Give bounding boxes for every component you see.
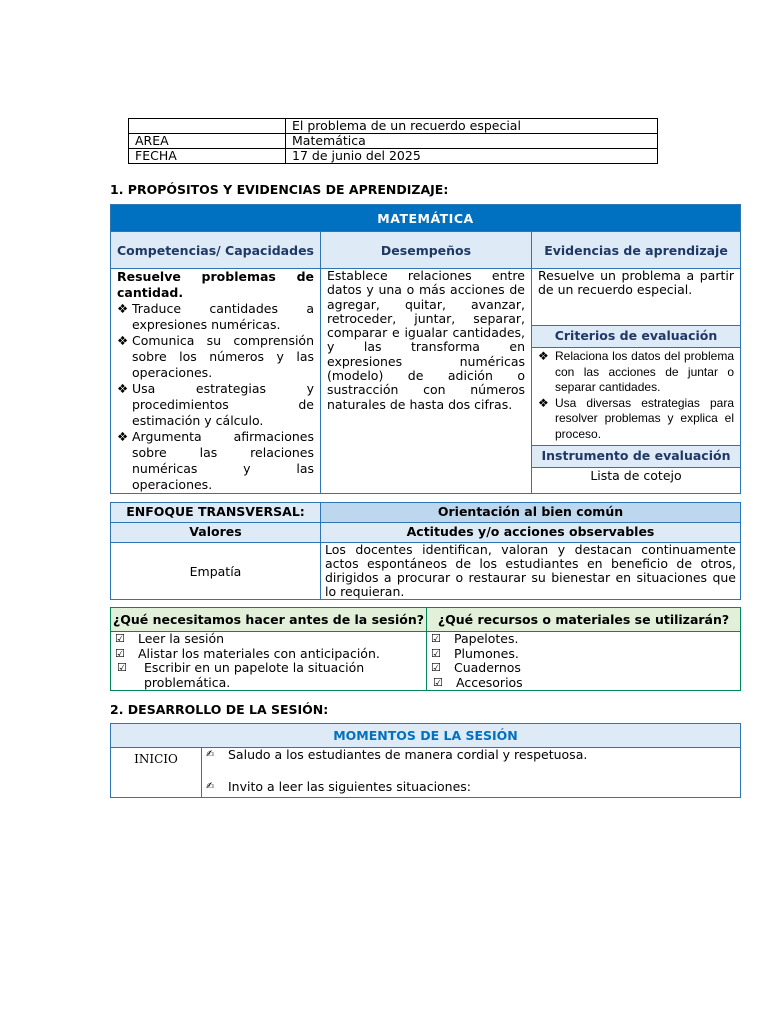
section-1-title: 1. PROPÓSITOS Y EVIDENCIAS DE APRENDIZAJE: [110,182,449,197]
actitud-cell: Los docentes identifican, valoran y destacan continuamente actos espontáneos de los estudiantes en beneficio de otros, dirigidos a procurar o restaurar su bienestar en situaciones que lo requieran. [321,543,741,600]
checkbox-checked-icon: ☑ [431,661,441,674]
checkbox-checked-icon: ☑ [115,646,125,660]
diamond-bullet-icon: ❖ [117,429,129,444]
column-header-recursos: ¿Qué recursos o materiales se utilizarán? [427,608,741,632]
list-item: ☑ Plumones. [431,645,519,661]
info-value: Matemática [286,134,658,149]
list-item: ☑ Leer la sesión [115,631,225,646]
stage-label: INICIO [111,748,202,798]
criterios-list [538,349,734,442]
checkbox-checked-icon: ☑ [433,675,443,689]
checkbox-checked-icon: ☑ [117,661,127,674]
momentos-banner: MOMENTOS DE LA SESIÓN [111,724,741,748]
diamond-bullet-icon: ❖ [117,301,129,316]
checkbox-checked-icon: ☑ [431,632,441,645]
table-row [129,134,658,149]
evidencias-cell [532,269,741,494]
recursos-cell [427,632,741,691]
criterios-header: Criterios de evaluación [532,326,740,348]
session-info-table [128,118,658,164]
inicio-content [202,748,741,798]
list-item: ❖ Relaciona los datos del problema con las acciones de juntar o separar cantidades. [538,349,734,394]
criterios-box [532,348,740,446]
diamond-bullet-icon: ❖ [538,349,549,363]
transversal-table [110,502,741,600]
antes-list [115,632,422,690]
checkbox-checked-icon: ☑ [431,646,441,660]
writing-hand-icon: ✍ [206,781,215,792]
column-header-evidencias: Evidencias de aprendizaje [532,232,741,269]
list-item: ☑ Cuadernos [431,660,521,675]
column-header-valores: Valores [111,523,321,543]
recursos-list [431,632,736,690]
list-item: ☑ Accesorios [433,674,523,690]
enfoque-label: ENFOQUE TRANSVERSAL: [111,503,321,523]
evidencia-text: Resuelve un problema a partir de un recuerdo especial. [532,269,740,326]
capacidades-list [117,301,314,493]
list-item: ❖ Usa diversas estrategias para resolver problemas y explica el proceso. [538,395,734,441]
enfoque-value: Orientación al bien común [321,503,741,523]
list-item: ☑ Alistar los materiales con anticipación. [115,645,380,661]
column-header-competencias: Competencias/ Capacidades [111,232,321,269]
info-label: FECHA [129,149,286,164]
diamond-bullet-icon: ❖ [117,333,129,348]
list-item: ❖ Argumenta afirmaciones sobre las relaciones numéricas y las operaciones. [117,429,314,492]
diamond-bullet-icon: ❖ [538,395,549,410]
list-item: ✍ Invito a leer las siguientes situaciones: [206,779,472,794]
checkbox-checked-icon: ☑ [115,632,125,645]
diamond-bullet-icon: ❖ [117,381,129,396]
list-item: ✍ Saludo a los estudiantes de manera cordial y respetuosa. [206,747,588,762]
list-item: ☑ Papelotes. [431,631,519,646]
momentos-table [110,723,741,798]
instrumento-header: Instrumento de evaluación [532,446,740,468]
purposes-table [110,204,741,494]
table-row [129,119,658,134]
column-header-desempenos: Desempeños [321,232,532,269]
column-header-actitudes: Actitudes y/o acciones observables [321,523,741,543]
list-item: ❖ Usa estrategias y procedimientos de estimación y cálculo. [117,381,314,428]
column-header-antes: ¿Qué necesitamos hacer antes de la sesión? [111,608,427,632]
list-item: ❖ Traduce cantidades a expresiones numéricas. [117,301,314,332]
desempeno-text: Establece relaciones entre datos y una o más acciones de agregar, quitar, avanzar, retroceder, juntar, separar, comparar e igualar cantidades, y las transforma en expresiones numéricas (modelo) de adición o sustracción con números naturales de hasta dos cifras. [327,268,525,412]
table-row [129,149,658,164]
info-value: 17 de junio del 2025 [286,149,658,164]
session-title: El problema de un recuerdo especial [286,119,658,134]
competencia-title: Resuelve problemas de cantidad. [117,269,314,300]
info-label: AREA [129,134,286,149]
preparation-table [110,607,741,691]
area-banner: MATEMÁTICA [111,205,741,232]
section-2-title: 2. DESARROLLO DE LA SESIÓN: [110,702,329,717]
list-item: ☑ Escribir en un papelote la situación problemática. [117,660,365,690]
list-item: ❖ Comunica su comprensión sobre los números y las operaciones. [117,333,314,380]
info-label [129,119,286,134]
instrumento-value: Lista de cotejo [590,468,682,483]
valor-cell: Empatía [111,543,321,600]
antes-cell [111,632,427,691]
desempeno-cell [321,269,532,494]
writing-hand-icon: ✍ [206,749,215,760]
competencias-cell [111,269,321,494]
